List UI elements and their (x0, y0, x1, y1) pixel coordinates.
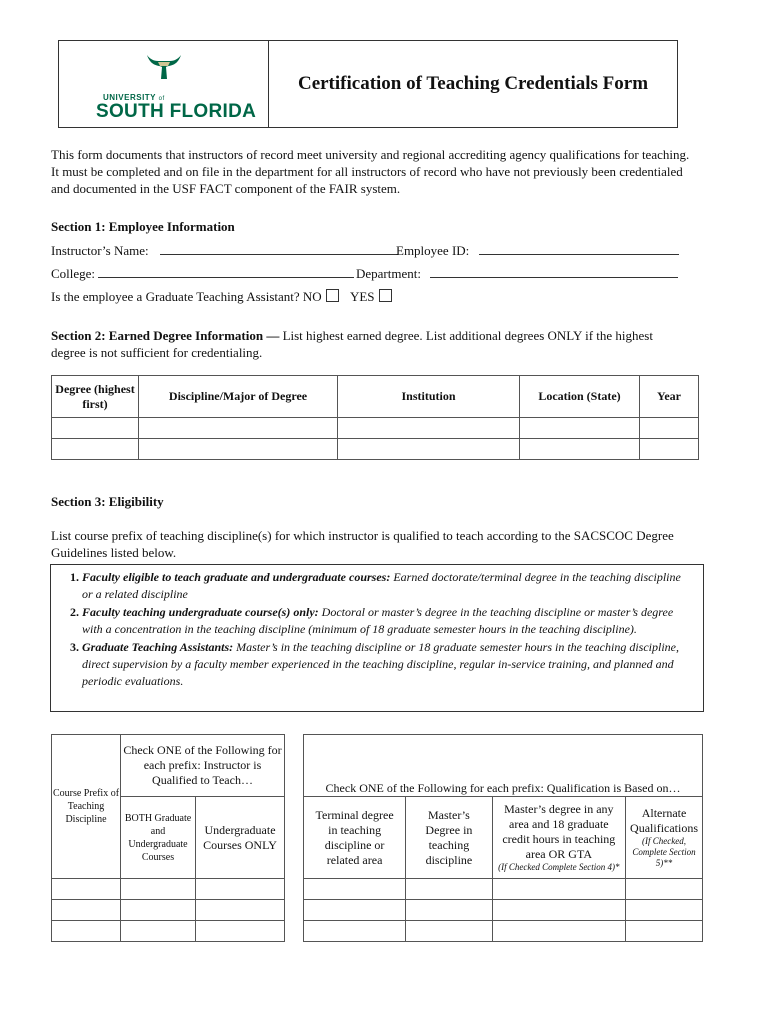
list-item: 1. Faculty eligible to teach graduate and undergraduate courses: Earned doctorate/terminal degree in the teaching discipline or a related discipline (82, 569, 693, 603)
gta-yes-checkbox[interactable] (379, 289, 392, 302)
department-field[interactable] (430, 265, 678, 278)
year-cell[interactable] (640, 439, 699, 460)
location-cell[interactable] (520, 439, 640, 460)
degree-table (51, 375, 699, 460)
location-col-header: Location (State) (520, 376, 640, 418)
intro-paragraph: This form documents that instructors of record meet university and regional accrediting agency qualifications for teaching. It must be completed and on file in the department for all instructors of record who have not previously been credentialed and documented in the USF FACT component of the FAIR system. (51, 147, 690, 196)
form-title: Certification of Teaching Credentials Form (297, 73, 649, 94)
location-cell[interactable] (520, 418, 640, 439)
section2-heading (51, 327, 671, 361)
eligibility-list (51, 569, 703, 690)
qualification-basis-table (303, 734, 703, 942)
qualification-group-header: Check ONE of the Following for each prefix: Qualification is Based on… (304, 735, 703, 797)
teach-level-table (51, 734, 285, 942)
logo-name-text: SOUTH FLORIDA (96, 101, 257, 122)
discipline-col-header: Discipline/Major of Degree (139, 376, 338, 418)
prefix-cell[interactable] (52, 900, 121, 921)
table-row (304, 879, 703, 900)
gta-no-checkbox[interactable] (326, 289, 339, 302)
terminal-check-cell[interactable] (304, 879, 406, 900)
table-row (52, 879, 285, 900)
employee-id-field[interactable] (479, 242, 679, 255)
terminal-degree-header: Terminal degree in teaching discipline or related area (304, 797, 406, 879)
degree-cell[interactable] (52, 418, 139, 439)
gta-no-label: NO (302, 289, 322, 304)
terminal-check-cell[interactable] (304, 900, 406, 921)
teach-level-group-header: Check ONE of the Following for each prefix: Instructor is Qualified to Teach… (121, 735, 285, 797)
institution-col-header: Institution (338, 376, 520, 418)
college-row (51, 265, 354, 282)
discipline-cell[interactable] (139, 418, 338, 439)
usf-logo (59, 41, 269, 127)
table-row (304, 900, 703, 921)
degree-cell[interactable] (52, 439, 139, 460)
employee-id-row (396, 242, 679, 259)
undergrad-check-cell[interactable] (196, 921, 285, 942)
table-row (52, 900, 285, 921)
college-label: College: (51, 266, 96, 281)
section3-instructions: List course prefix of teaching discipline(s) for which instructor is qualified to teach according to the SACSCOC Degree Guidelines listed below. (51, 528, 674, 560)
gta-row (51, 288, 392, 305)
form-header (58, 40, 678, 128)
section2-heading-text: List highest earned degree. List additional degrees ONLY if the highest degree is not sufficient for credentialing. (51, 328, 653, 360)
institution-cell[interactable] (338, 439, 520, 460)
table-row (304, 921, 703, 942)
masters-degree-header: Master’s Degree in teaching discipline (406, 797, 492, 879)
college-field[interactable] (98, 265, 354, 278)
year-cell[interactable] (640, 418, 699, 439)
course-prefix-header: Course Prefix of Teaching Discipline (52, 735, 121, 879)
terminal-check-cell[interactable] (304, 921, 406, 942)
both-check-cell[interactable] (121, 900, 196, 921)
year-col-header: Year (640, 376, 699, 418)
both-levels-header: BOTH Graduate and Undergraduate Courses (121, 797, 196, 879)
gta-question: Is the employee a Graduate Teaching Assistant? (51, 289, 300, 304)
institution-cell[interactable] (338, 418, 520, 439)
table-row (52, 439, 699, 460)
section2-heading-bold: Section 2: Earned Degree Information — (51, 328, 280, 343)
masters-check-cell[interactable] (406, 900, 492, 921)
alternate-check-cell[interactable] (626, 921, 703, 942)
masters18-check-cell[interactable] (492, 921, 625, 942)
employee-id-label: Employee ID: (396, 243, 470, 258)
bull-horns-icon (145, 53, 183, 83)
table-row (52, 418, 699, 439)
masters-check-cell[interactable] (406, 921, 492, 942)
table-row (52, 921, 285, 942)
alternate-check-cell[interactable] (626, 900, 703, 921)
undergrad-only-header: Undergraduate Courses ONLY (196, 797, 285, 879)
logo-university-text: UNIVERSITY of (103, 93, 165, 102)
masters-check-cell[interactable] (406, 879, 492, 900)
section3-heading: Section 3: Eligibility (51, 494, 164, 509)
alternate-check-cell[interactable] (626, 879, 703, 900)
masters18-check-cell[interactable] (492, 900, 625, 921)
discipline-cell[interactable] (139, 439, 338, 460)
instructor-name-row (51, 242, 398, 259)
prefix-cell[interactable] (52, 879, 121, 900)
list-item: 2. Faculty teaching undergraduate course(s) only: Doctoral or master’s degree in the teaching discipline or master’s degree with a concentration in the teaching discipline (minimum of 18 graduate semester hours in the teaching discipline). (82, 604, 693, 638)
department-label: Department: (356, 266, 421, 281)
both-check-cell[interactable] (121, 921, 196, 942)
section1-heading: Section 1: Employee Information (51, 219, 235, 234)
eligibility-box (50, 564, 704, 712)
degree-col-header: Degree (highest first) (52, 376, 139, 418)
instructor-name-field[interactable] (160, 242, 398, 255)
gta-yes-label: YES (349, 289, 375, 304)
masters-18-hours-header: Master’s degree in any area and 18 graduate credit hours in teaching area OR GTA (If Checked Complete Section 4)* (492, 797, 625, 879)
masters18-check-cell[interactable] (492, 879, 625, 900)
undergrad-check-cell[interactable] (196, 879, 285, 900)
alternate-qualifications-header: Alternate Qualifications (If Checked, Complete Section 5)** (626, 797, 703, 879)
masters-18-note: (If Checked Complete Section 4)* (498, 862, 620, 872)
both-check-cell[interactable] (121, 879, 196, 900)
department-row (356, 265, 678, 282)
undergrad-check-cell[interactable] (196, 900, 285, 921)
alternate-note: (If Checked, Complete Section 5)** (632, 836, 696, 868)
list-item: 3. Graduate Teaching Assistants: Master’s in the teaching discipline or 18 graduate semester hours in the teaching discipline, direct supervision by a faculty member experienced in the teaching discipline, regular in-service training, and planned and periodic evaluations. (82, 639, 693, 690)
instructor-name-label: Instructor’s Name: (51, 243, 149, 258)
prefix-cell[interactable] (52, 921, 121, 942)
